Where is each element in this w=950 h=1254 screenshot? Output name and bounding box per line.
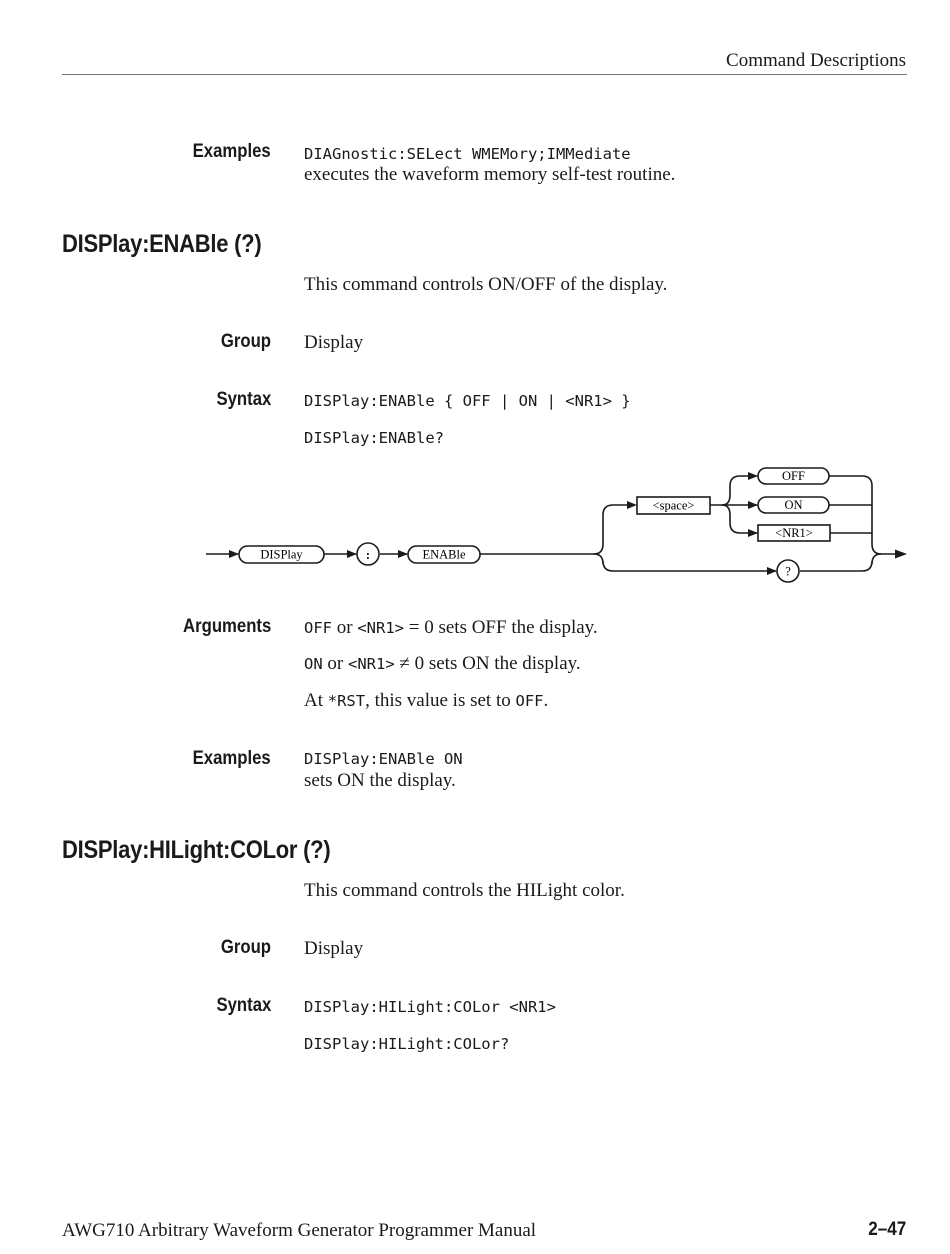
syntax-query-form: DISPlay:ENABle?: [304, 429, 444, 447]
diagram-nr1-label: <NR1>: [775, 526, 813, 540]
syntax-query-form: DISPlay:HILight:COLor?: [304, 1035, 510, 1053]
argument-on: ON or <NR1> ≠ 0 sets ON the display.: [304, 653, 581, 674]
examples-label: Examples: [192, 141, 271, 162]
footer-manual-title: AWG710 Arbitrary Waveform Generator Programmer Manual: [62, 1220, 537, 1241]
page-number: 2–47: [867, 1219, 906, 1240]
running-header: Command Descriptions: [726, 50, 906, 71]
syntax-label: Syntax: [216, 995, 271, 1016]
argument-keyword: ON: [304, 655, 323, 673]
example-description: sets ON the display.: [304, 770, 456, 791]
argument-keyword: <NR1>: [357, 619, 404, 637]
example-code: DISPlay:ENABle ON: [304, 750, 463, 768]
argument-keyword: *RST: [327, 692, 366, 710]
syntax-diagram: [0, 460, 950, 590]
argument-reset: At *RST, this value is set to OFF.: [304, 690, 549, 711]
diagram-query-label: ?: [785, 564, 791, 579]
group-value: Display: [304, 938, 364, 959]
example-code: DIAGnostic:SELect WMEMory;IMMediate: [304, 145, 631, 163]
argument-keyword: OFF: [515, 692, 544, 710]
syntax-label: Syntax: [216, 389, 271, 410]
argument-keyword: <NR1>: [348, 655, 395, 673]
command-heading-hilight: DISPlay:HILight:COLor (?): [62, 836, 331, 864]
syntax-set-form: DISPlay:ENABle { OFF | ON | <NR1> }: [304, 392, 631, 410]
diagram-off-label: OFF: [782, 469, 805, 483]
group-value: Display: [304, 332, 364, 353]
command-description: This command controls the HILight color.: [304, 880, 625, 901]
syntax-set-form: DISPlay:HILight:COLor <NR1>: [304, 998, 556, 1016]
diagram-enable-label: ENABle: [422, 547, 466, 562]
arguments-label: Arguments: [182, 616, 271, 637]
group-label: Group: [220, 937, 271, 958]
group-label: Group: [220, 331, 271, 352]
argument-keyword: OFF: [304, 619, 332, 637]
header-rule: [62, 74, 907, 75]
diagram-display-label: DISPlay: [260, 547, 303, 562]
example-description: executes the waveform memory self-test routine.: [304, 164, 676, 185]
diagram-space-label: <space>: [652, 498, 695, 513]
diagram-colon-label: :: [365, 548, 371, 562]
argument-off: OFF or <NR1> = 0 sets OFF the display.: [304, 617, 598, 638]
diagram-on-label: ON: [784, 498, 803, 512]
command-description: This command controls ON/OFF of the display.: [304, 274, 668, 295]
command-heading-enable: DISPlay:ENABle (?): [62, 230, 262, 258]
examples-label: Examples: [192, 748, 271, 769]
